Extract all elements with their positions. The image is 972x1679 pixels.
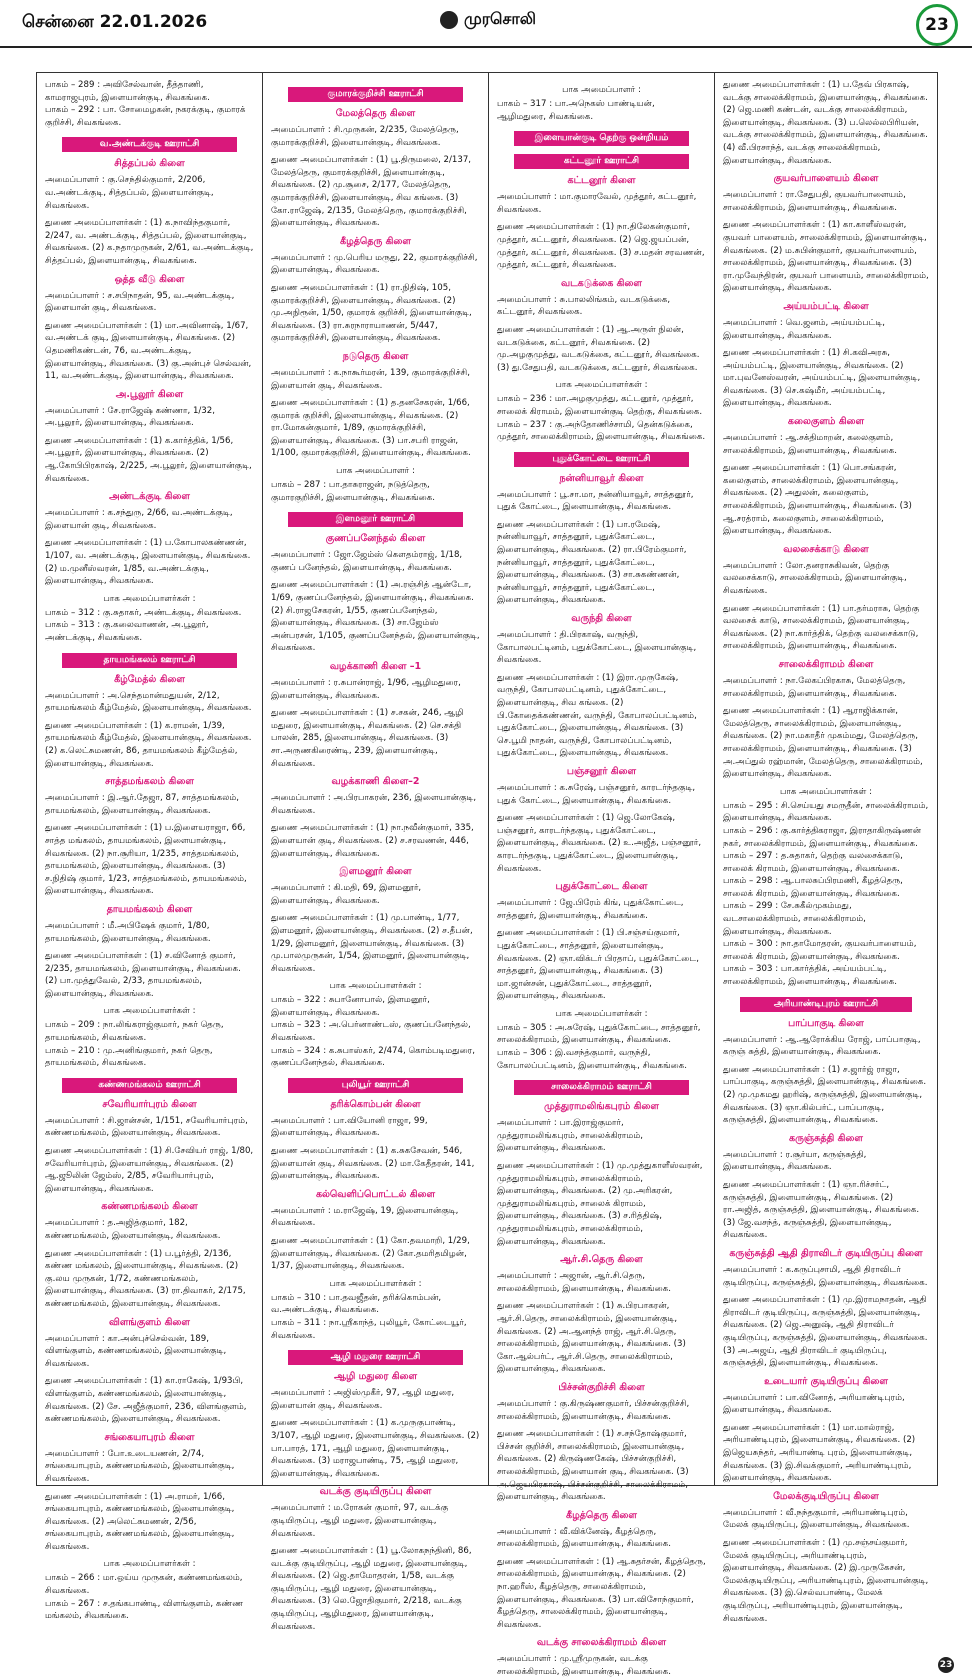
deputy-organizers-entry: துணை அமைப்பாளர்கள் : (1) மு.பாண்டி, 1/77, இளமனூர், இளையான்குடி, சிவகங்கை. (2) ச.தீபன், 1/29, இளமனூர், இளையான்குடி, சிவகங்கை. (3) மு.பாலமுருகன், 1/54, இளமனூர், இளையான்குடி, சிவகங்கை. [271, 913, 473, 974]
organizer-entry: அமைப்பாளர் : மு.பெரிய மருது, 22, குமாரக்குறிச்சி, இளையான்குடி, சிவகங்கை. [271, 252, 478, 276]
branch-heading: நன்னியாவூர் கிளை [559, 472, 644, 484]
deputy-organizers-entry: துணை அமைப்பாளர்கள் : (1) சி.சேவியர் ராஜ், 1/80, சவேரியார்புரம், இளையான்குடி, சிவகங்கை. (2) ஆ.ஜூலின் ஜேம்ஸ், 2/85, சவேரியார்புரம், இளையான்குடி, சிவகங்கை. [45, 1146, 254, 1194]
panchayat-banner: தாயமங்கலம் ஊராட்சி [62, 653, 237, 668]
deputy-organizers-entry: துணை அமைப்பாளர்கள் : (1) ச.வினோத் குமார், 2/235, தாயமங்கலம், இளையான்குடி, சிவகங்கை. (2) பா.முத்துவேல், 2/33, தாயமங்கலம், இளையான்குடி, சிவகங்கை. [45, 951, 241, 999]
branch-heading: வடகடுக்கை கிளை [560, 277, 642, 289]
organizer-entry: அமைப்பாளர் : ச.சபிநாதன், 95, வ.அண்டக்குடி, இளையான் குடி, சிவகங்கை. [45, 290, 235, 314]
organizer-entry: அமைப்பாளர் : அ.பிரபாகரன், 236, இளையான்குடி, சிவகங்கை. [271, 793, 477, 816]
organizer-entry: அமைப்பாளர் : க.சுரேஷ், பஞ்சனூர், காரடர்ந்தகுடி, புதுக் கோட்டை, இளையான்குடி, சிவகங்கை. [497, 782, 696, 806]
bagam-entry: பாகம் – 236 : மா.அழகுமுத்து, கட்டனூர், முத்தூர், சாலைக் கிராமம், இளையான்குடி தெற்கு, சிவகங்கை. [497, 394, 703, 417]
bagam-title: பாக அமைப்பாளர்கள் : [329, 1278, 422, 1289]
column-3 [489, 73, 715, 1678]
deputy-organizers-entry: துணை அமைப்பாளர்கள் : (1) க.முருகுபாண்டி, 3/107, ஆழி மதுரை, இளையான்குடி, சிவகங்கை. (2) பா.பாரத், 171, ஆழி மதுரை, இளையான்குடி, சிவகங்கை. (3) மராஜபாண்டி, 75, ஆழி மதுரை, இளையான்குடி, சிவகங்கை. [271, 1418, 480, 1479]
branch-heading: தாயமங்கலம் கிளை [106, 903, 193, 915]
organizer-entry: அமைப்பாளர் : வீ.நந்தகுமார், அரியாண்டிபுரம், மேலக் குடியிருப்பு, இளையான்குடி, சிவகங்கை. [723, 1507, 910, 1531]
deputy-organizers-entry: துணை அமைப்பாளர்கள் : (1) மு.முத்துகாளீஸ்வரன், முத்துராமலிங்கபுரம், சாலைக்கிராமம், இளையான்குடி, சிவகங்கை. (2) மு.அரிகரன், முத்துராமலிங்கபுரம், சாலைக் கிராமம், இளையான்குடி, சிவகங்கை. (3) ச.ரித்திஷ், முத்துராமலிங்கபுரம், சாலைக்கிராமம், இளையான்குடி, சிவகங்கை. [497, 1161, 703, 1247]
column-4 [715, 73, 937, 1624]
organizer-entry: அமைப்பாளர் : க.கருப்புசாமி, ஆதி திராவிடர் குடியிருப்பு, கருஞ்சுத்தி, இளையான்குடி, சிவகங்கை. [723, 1264, 928, 1288]
organizer-entry: அமைப்பாளர் : த.அஜித்குமார், 182, கண்ணமங்கலம், இளையான்குடி, சிவகங்கை. [45, 1218, 221, 1241]
organizer-entry: அமைப்பாளர் : நா.லேகப்பிரகாசு, மேலத்தெரு, சாலைக்கிராமம், இளையான்குடி, சிவகங்கை. [723, 675, 906, 699]
organizer-entry: அமைப்பாளர் : அ.செந்தமான்மதுயன், 2/12, தாயமங்கலம் கீழ்மேத்ல், இளையான்குடி, சிவகங்கை. [45, 690, 252, 714]
deputy-organizers-entry: துணை அமைப்பாளர்கள் : (1) அ.ராமர், 1/66, சங்கையாபுரம், கண்ணமங்கலம், இளையான்குடி, சிவகங்கை. (2) அலெட்சுமணன், 2/56, சங்கையாபுரம், கண்ணமங்கலம், இளையான்குடி, சிவகங்கை. [45, 1491, 235, 1552]
bagam-title: பாக அமைப்பாளர்கள் : [779, 786, 873, 797]
deputy-organizers-entry: துணை அமைப்பாளர்கள் : (1) மா.அவினாஷ், 1/67, வ.அண்டக் குடி, இளையான்குடி, சிவகங்கை. (2) தெமணிகண்டன், 76, வ.அண்டக்குடி, இளையான்குடி, சிவகங்கை. (3) கு.அன்புச் செல்வன், 11, வ.அண்டக்குடி, இளையான்குடி, சிவகங்கை. [45, 320, 252, 382]
branch-heading: வழக்காணி கிளை–2 [331, 776, 420, 788]
branch-heading: குணப்பனேந்தல் கிளை [325, 533, 426, 545]
deputy-organizers-entry: துணை அமைப்பாளர்கள் : (1) ஆ.சுதர்சன், கீழத்தெரு, சாலைக்கிராமம், இளையான்குடி, சிவகங்கை. (2) நா.ஹரீஸ், கீழத்தெரு, சாலைக்கிராமம், இளையான்குடி, சிவகங்கை. (3) பா.விசோந்குமார், கீழத்தெரு, சாலைக்கிராமம், இளையான்குடி, சிவகங்கை. [497, 1556, 706, 1630]
bagam-entry: பாகம் – 210 : மு.அனிங்குமார், நகர் தெரு, தாயமங்கலம், சிவகங்கை. [45, 1045, 213, 1069]
bagam-entry: பாகம் – 306 : இ.வசந்த்குமார், வருந்தி, கோபாலப்பட்டினம், இளையான்குடி, சிவகங்கை. [497, 1048, 687, 1071]
bagam-entry: பாகம் – 295 : சி.செய்யது சமருதீன், சாலைக்கிராமம், இளையான்குடி, சிவகங்கை. [723, 800, 929, 824]
branch-heading: கருஞ்சுத்தி ஆதி திராவிடர் குடியிருப்பு கிளை [729, 1247, 923, 1259]
organizer-entry: அமைப்பாளர் : கு.கிருஷ்ணகுமார், பிச்சன்குறிச்சி, சாலைக்கிராமம், இளையான்குடி, சிவகங்கை. [497, 1398, 690, 1422]
branch-heading: சாத்தமங்கலம் கிளை [105, 776, 194, 788]
panchayat-banner: குமாரக்குறிச்சி ஊராட்சி [288, 87, 463, 102]
deputy-organizers-entry: துணை அமைப்பாளர்கள் : (1) ச.சந்தோஷ்குமார், பிச்சன் குறிச்சி, சாலைக்கிராமம், இளையான்குடி, சிவகங்கை. (2) கிருஷ்ணகேஷ், பிச்சன்குறிச்சி, சாலைக்கிராமம், இளையான் குடி, சிவகங்கை. (3) அ.ஜெயபிரகாஷ், பிச்சன்குறிச்சி, சாலைக்கிராமம், இளையான்குடி, சிவகங்கை. [497, 1429, 689, 1503]
deputy-organizers-entry: துணை அமைப்பாளர்கள் : (1) க.சுகசேவன், 546, இளையான் குடி, சிவகங்கை. (2) மா.கேதீதரன், 141, இளையான்குடி, சிவகங்கை. [271, 1146, 475, 1182]
deputy-organizers-entry: துணை அமைப்பாளர்கள் : (1) பொ.சங்கரன், கலைகுளம், சாலைக்கிராமம், இளையான்குடி, சிவகங்கை. (2) அதுலன், கலைகுளம், சாலைக்கிராமம், இளையான்குடி, சிவகங்கை. (3) ஆ.சரத்ராம், கலைகுளம், சாலைக்கிராமம், இளையான்குடி, சிவகங்கை. [723, 463, 912, 537]
organizer-entry: அமைப்பாளர் : சி.முருகன், 2/235, மேலத்தெரு, குமாரக்குறிச்சி, இளையான்குடி, சிவகங்கை. [271, 125, 459, 148]
branch-heading: கலைகுளம் கிளை [787, 416, 865, 428]
organizer-entry: அமைப்பாளர் : ர.சூர்யா, கருஞ்சுத்தி, இளையான்குடி, சிவகங்கை. [723, 1149, 867, 1173]
branch-heading: சங்கையாபுரம் கிளை [104, 1431, 195, 1443]
panchayat-banner: கட்டனூர் ஊராட்சி [514, 154, 689, 169]
organizer-entry: அமைப்பாளர் : அஜான், ஆர்.சி.தெரு, சாலைக்கிராமம், இளையான்குடி, சிவகங்கை. [497, 1271, 671, 1294]
newspaper-name: முரசொலி [464, 9, 536, 28]
bagam-title: பாக அமைப்பாளர் : [562, 85, 641, 95]
branch-heading: வழக்காணி கிளை –1 [329, 661, 422, 672]
deputy-organizers-entry: துணை அமைப்பாளர்கள் : (1) மா.மால்ராஜ், அரியாண்டிபுரம், இளையான்குடி, சிவகங்கை. (2) இஜெயசுந்தர், அரியாண்டி புரம், இளையான்குடி, சிவகங்கை. (3) இ.சிவக்குமார், அரியாண்டிபுரம், இளையான்குடி, சிவகங்கை. [723, 1422, 916, 1484]
footer-page-number: 23 [938, 1657, 954, 1673]
deputy-organizers-entry: துணை அமைப்பாளர்கள் : (1) பூ.லோகநந்தினி, 86, வடக்கு குடியிருப்பு, ஆழி மதுரை, இளையான்குடி, சிவகங்கை. (2) ஜெ.தாமோதரன், 1/58, வடக்கு குடியிருப்பு, ஆழி மதுரை, இளையான்குடி, சிவகங்கை. (3) லெ.ஜோதிகுமார், 2/218, வடக்கு குடியிருப்பு, ஆழிமதுரை, இளையான்குடி, சிவகங்கை. [271, 1546, 472, 1632]
branch-heading: கருஞ்சுத்தி கிளை [789, 1132, 863, 1144]
deputy-organizers-entry: துணை அமைப்பாளர்கள் : (1) ப.தேவ் பிரகாஷ், வடக்கு சாலைக்கிராமம், இளையான்குடி, சிவகங்கை. (2) ஜெ.மணி கண்டன், வடக்கு சாலைக்கிராமம், இளையான்குடி, சிவகங்கை. (3) ப.லெல்லபிரியன், வடக்கு சாலைக்கிராமம், இளையான்குடி, சிவகங்கை. (4) வீ.பிரசாந்த், வடக்கு சாலைக்கிராமம், இளையான்குடி, சிவகங்கை. [723, 80, 928, 166]
organizer-entry: அமைப்பாளர் : சே.ராஜேஷ் கண்ணா, 1/32, அ.பூலூர், இளையான்குடி, சிவகங்கை. [45, 405, 215, 429]
organizer-entry: அமைப்பாளர் : லோ.தனராசுகிவன், தெற்கு வலசைக்காடு, சாலைக்கிராமம், இளையான்குடி, சிவகங்கை. [723, 560, 907, 596]
deputy-organizers-entry: துணை அமைப்பாளர்கள் : (1) த.தனசேகரன், 1/66, குமாரக் குறிச்சி, இளையான்குடி, சிவகங்கை. (2) ரா.மோகன்குமார், 1/89, குமாரக்குறிச்சி, இளையான்குடி, சிவகங்கை. (3) பா.சபரி ராஜன், 1/100, குமாரக்குறிச்சி, இளையான்குடி, சிவகங்கை. [271, 398, 471, 459]
organizer-entry: அமைப்பாளர் : ஆ.ஆரோக்கிய ரோஜ், பாப்பாகுடி, கருஞ் சுத்தி, இளையான்குடி, சிவகங்கை. [723, 1034, 921, 1058]
organizer-entry: அமைப்பாளர் : ரா.சேதுபதி, குயவர்பாளையம், சாலைக்கிராமம், இளையான்குடி, சிவகங்கை. [723, 190, 906, 213]
deputy-organizers-entry: துணை அமைப்பாளர்கள் : (1) ஜெ.லோகேஷ், பஞ்சனூர், காரடர்ந்தகுடி, புதுக்கோட்டை, இளையான்குடி, சிவகங்கை. (2) உ.அஜீத், பஞ்சனூர், காரடர்ந்தகுடி, புதுக்கோட்டை, இளையான்குடி, சிவகங்கை. [497, 813, 702, 874]
branch-heading: குயவர்பாளையம் கிளை [773, 173, 879, 185]
branch-heading: சவேரியார்புரம் கிளை [102, 1098, 197, 1110]
organizer-entry: அமைப்பாளர் : ம.ராஜேஷ், 19, இளையான்குடி, சிவகங்கை. [271, 1205, 459, 1229]
branch-heading: அய்யம்பட்டி கிளை [783, 300, 869, 312]
bagam-entry: பாகம் – 303 : பா.கார்த்திக், அய்யம்பட்டி, சாலைக்கிராமம், இளையான்குடி, சிவகங்கை. [723, 964, 897, 988]
page-header [0, 0, 972, 48]
deputy-organizers-entry: துணை அமைப்பாளர்கள் : (1) நா.திலேகன்குமார், முத்தூர், கட்டனூர், சிவகங்கை. (2) ஜெ.ஜயப்பன், முத்தூர், கட்டனூர், சிவகங்கை. (3) ச.மதன் சரவணன், முத்தூர், கட்டனூர், சிவகங்கை. [497, 222, 705, 271]
branch-heading: பாப்பாகுடி கிளை [788, 1017, 864, 1029]
deputy-organizers-entry: துணை அமைப்பாளர்கள் : (1) ரா.நிதிஷ், 105, குமாரக்குறிச்சி, இளையான்குடி, சிவகங்கை. (2) மு.அநிரூன், 1/50, குமாரக் குறிச்சி, இளையான்குடி, சிவகங்கை. (3) ரா.சுரநாராயாணன், 5/447, குமாரக்குறிச்சி, இளையான்குடி, சிவகங்கை. [271, 282, 472, 344]
deputy-organizers-entry: துணை அமைப்பாளர்கள் : (1) சு.பிரபாகரன், ஆர்.சி.தெரு, சாலைக்கிராமம், இளையான்குடி, சிவகங்கை. (2) அ.ஆனந்த் ராஜ், ஆர்.சி.தெரு, சாலைக்கிராமம், இளையான்குடி, சிவகங்கை. (3) கோ.ஆல்பர்ட், ஆர்.சி.தெரு, சாலைக்கிராமம், இளையான்குடி, சிவகங்கை. [497, 1301, 686, 1375]
branch-heading: பிச்சன்குறிச்சி கிளை [558, 1381, 645, 1393]
edition-date: சென்னை 22.01.2026 [22, 12, 208, 32]
branch-heading: தரிக்கொம்பன் கிளை [330, 1098, 421, 1110]
branch-heading: கீழத்தெரு கிளை [340, 235, 411, 247]
deputy-organizers-entry: துணை அமைப்பாளர்கள் : (1) க.நாவிந்தகுமார், 2/247, வ. அண்டக்குடி, சித்தப்பல், இளையான்குடி, சிவகங்கை. (2) க.நதாமுருகன், 2/61, வ.அண்டக்குடி, சித்தப்பல், இளையான்குடி, சிவகங்கை. [45, 218, 254, 266]
branch-heading: உடையார் குடியிருப்பு கிளை [764, 1375, 888, 1387]
organizer-entry: அமைப்பாளர் : சி.ஜான்சன், 1/151, சவேரியார்புரம், கண்ணமங்கலம், இளையான்குடி, சிவகங்கை. [45, 1115, 248, 1139]
organizer-entry: அமைப்பாளர் : இ.ஆர்.தேஜா, 87, சாத்தமங்கலம், தாயமங்கலம், இளையான்குடி, சிவகங்கை. [45, 793, 240, 816]
panchayat-banner: புலியூர் ஊராட்சி [288, 1078, 463, 1093]
deputy-organizers-entry: துணை அமைப்பாளர்கள் : (1) ப.பூர்த்தி, 2/136, கண்ண மங்கலம், இளையான்குடி, சிவகங்கை. (2) கு.லய முருகன், 1/72, கண்ணமங்கலம், இளையான்குடி, சிவகங்கை. (3) ரா.திவாகர், 2/175, கண்ணமங்கலம், இளையான்குடி, சிவகங்கை. [45, 1248, 246, 1309]
branch-heading: விளங்குளம் கிளை [109, 1316, 190, 1328]
union-banner: இளையான்குடி தெற்கு ஒன்றியம் [514, 131, 689, 146]
branch-heading: கீழ்மேத்ல் கிளை [114, 673, 185, 685]
deputy-organizers-entry: துணை அமைப்பாளர்கள் : (1) ச.ஜார்ஜ் ராஜா, பாப்பாகுடி, கருஞ்சுத்தி, இளையான்குடி, சிவகங்கை. (2) மு.முகமது ஹரிஷ், கருஞ்சுத்தி, இளையான்குடி, சிவகங்கை. (3) ஞா.கில்பர்ட், பாப்பாகுடி, கருஞ்சுத்தி, இளையான்குடி, சிவகங்கை. [723, 1064, 927, 1126]
deputy-organizers-entry: துணை அமைப்பாளர்கள் : (1) பூ.திருமலை, 2/137, மேலத்தெரு, குமாரக்குறிச்சி, இளையான்குடி, சிவகங்கை. (2) மு.சூசை, 2/177, மேலத்தெரு, குமாரக்குறிச்சி, இளையான்குடி, சிவ கங்கை. (3) கோ.ராஜேஷ், 2/135, மேலத்தெரு, குமாரக்குறிச்சி, இளையான்குடி, சிவகங்கை. [271, 155, 472, 229]
bagam-entry: பாகம் – 237 : கு.அந்தோணிச்சாமி, தென்கடுக்கை, முத்தூர், சாலைக்கிராமம், இளையான்குடி, சிவகங்கை. [497, 419, 706, 443]
branch-heading: கண்ணமங்கலம் கிளை [101, 1201, 198, 1213]
panchayat-banner: வ.அண்டக்குடி ஊராட்சி [62, 137, 237, 152]
panchayat-banner: இளமனூர் ஊராட்சி [288, 512, 463, 527]
organizer-entry: அமைப்பாளர் : ம.ரோகன் குமார், 97, வடக்கு குடியிருப்பு, ஆழி மதுரை, இளையான்குடி, சிவகங்கை. [271, 1503, 449, 1539]
branch-heading: மேலக்குடியிருப்பு கிளை [773, 1490, 879, 1502]
organizer-entry: அமைப்பாளர் : க.நாகூர்மரன், 139, குமாரக்குறிச்சி, இளையான் குடி, சிவகங்கை. [271, 367, 470, 391]
branch-heading: வடக்கு சாலைக்கிராமம் கிளை [536, 1637, 667, 1649]
deputy-organizers-entry: துணை அமைப்பாளர்கள் : (1) ஆ.அருள் நிலன், வடகடுக்கை, கட்டனூர், சிவகங்கை. (2) மு.அழகுமுத்து, வடகடுக்கை, கட்டனூர், சிவகங்கை. (3) து.சேதுபதி, வடகடுக்கை, கட்டனூர், சிவகங்கை. [497, 324, 700, 373]
bagam-title: பாக அமைப்பாளர்கள் : [103, 1559, 196, 1570]
branch-heading: கட்டனூர் கிளை [567, 175, 636, 187]
column-1 [37, 73, 263, 1622]
bagam-entry: பாகம் – 289 : அவிசேல்வான், தீத்தாணி, காமராஜபுரம், இளையான்குடி, சிவகங்கை. [45, 80, 210, 103]
branch-heading: மேலத்தெரு கிளை [335, 108, 416, 119]
deputy-organizers-entry: துணை அமைப்பாளர்கள் : (1) மு.இராமநாதன், ஆதி திராவிடர் குடியிருப்பு, கருஞ்சுத்தி, இளையான்குடி, சிவகங்கை. (2) ஜெ.அனுஷ், ஆதி திராவிடர் குடியிருப்பு, கருஞ்சுத்தி, இளையான்குடி, சிவகங்கை. (3) அ.அஜய், ஆதி திராவிடர் குடியிருப்பு, கருஞ்சுத்தி, இளையான்குடி, சிவகங்கை. [723, 1295, 928, 1369]
organizer-entry: அமைப்பாளர் : பூ.சா.மா, நன்னியாவூர், சாத்தனூர், புதுக் கோட்டை, இளையான்குடி, சிவகங்கை. [497, 489, 694, 513]
branch-heading: வடக்கு குடியிருப்பு கிளை [319, 1486, 432, 1498]
bagam-entry: பாகம் – 322 : சுபானோபால், இளமனூர், இளையான்குடி, சிவகங்கை. [271, 995, 430, 1018]
organizer-entry: அமைப்பாளர் : மு.ஸ்ரீமுருகன், வடக்கு சாலைக்கிராமம், இளையான்குடி, சிவகங்கை. [497, 1654, 671, 1678]
branch-heading: ஆழி மதுரை கிளை [333, 1371, 418, 1383]
newspaper-logo [440, 9, 536, 30]
branch-heading: நடுதெரு கிளை [342, 350, 409, 362]
organizer-entry: அமைப்பாளர் : மா.குமாரவேல், முத்தூர், கட்டனூர், சிவகங்கை. [497, 192, 697, 215]
deputy-organizers-entry: துணை அமைப்பாளர்கள் : (1) கா.காளீஸ்வரன், குயவர் பாளையம், சாலைக்கிராமம், இளையான்குடி, சிவகங்கை. (2) ம.சுபின்குமார், குயவர்பாளையம், சாலைக்கிராமம், இளையான்குடி, சிவகங்கை. (3) ரா.முவேந்திரன், குயவர் பாளையம், சாலைக்கிராமம், இளையான்குடி, சிவகங்கை. [723, 220, 929, 294]
branch-heading: வருந்தி கிளை [571, 613, 632, 625]
bagam-entry: பாகம் – 311 : நா.ஸ்ரீகாந்த், புலியூர், கோட்டையூர், சிவகங்கை. [271, 1317, 467, 1341]
deputy-organizers-entry: துணை அமைப்பாளர்கள் : (1) ப.கோபாலகண்ணன், 1/107, வ. அண்டக்குடி, இளையான்குடி, சிவகங்கை. (2) ம.முனீஸ்வரன், 1/85, வ.அண்டக்குடி, இளையான்குடி, சிவகங்கை. [45, 538, 251, 587]
deputy-organizers-entry: துணை அமைப்பாளர்கள் : (1) பா.தர்மராசு, தெற்கு வலசைக் காடு, சாலைக்கிராமம், இளையான்குடி, சிவகங்கை. (2) நா.கார்த்திக், தெற்கு வலசைக்காடு, சாலைக்கிராமம், இளையான்குடி, சிவகங்கை. [723, 603, 920, 652]
bagam-title: பாக அமைப்பாளர்கள் : [329, 981, 422, 992]
organizer-entry: அமைப்பாளர் : தி.பிரகாஷ், வருந்தி, கோபாலபட்டினம், புதுக்கோட்டை, இளையான்குடி, சிவகங்கை. [497, 630, 697, 666]
bagam-entry: பாகம் – 312 : கு.சுதாகர், அண்டக்குடி, சிவகங்கை. [45, 607, 242, 618]
column-2 [263, 73, 489, 1632]
deputy-organizers-entry: துணை அமைப்பாளர்கள் : (1) சி.கவிஅரசு, அய்யம்பட்டி, இளையான்குடி, சிவகங்கை. (2) மா.புவனேஸ்வரன், அய்யம்பட்டி, இளையான்குடி, சிவகங்கை. (3) செ.கஷ்மீர், அய்யம்பட்டி, இளையான்குடி, சிவகங்கை. [723, 348, 921, 409]
branch-heading: சித்தப்பல் கிளை [114, 158, 185, 170]
bagam-entry: பாகம் – 297 : த.சுதாகர், தெற்கு வலசைக்காடு, சாலைக் கிராமம், இளையான்குடி, சிவகங்கை. [723, 851, 903, 874]
organizer-entry: அமைப்பாளர் : பா.வியோனி ராஜா, 99, இளையான்குடி, சிவகங்கை. [271, 1115, 428, 1139]
deputy-organizers-entry: துணை அமைப்பாளர்கள் : (1) மு.சஞ்சய்குமார், மேலக் குடியிருப்பு, அரியாண்டிபுரம், இளையான்குடி, சிவகங்கை. (2) இ.முருகேசன், மேலக்குடியிருப்பு, அரியாண்டிபுரம், இளையான்குடி, சிவகங்கை. (3) இ.செல்வபாண்டி, மேலக் குடியிருப்பு, அரியாண்டிபுரம், இளையான்குடி, சிவகங்கை. [723, 1538, 929, 1624]
branch-heading: வலசைக்காடு கிளை [783, 543, 869, 555]
deputy-organizers-entry: துணை அமைப்பாளர்கள் : (1) நா.நவீன்குமார், 335, இளையான் குடி, சிவகங்கை. (2) ச.சரவணன், 446, இளையான்குடி, சிவகங்கை. [271, 823, 474, 859]
organizer-entry: அமைப்பாளர் : ஆ.சக்திமாறன், கலைகுளம், சாலைக்கிராமம், இளையான்குடி, சிவகங்கை. [723, 433, 897, 456]
organizer-entry: அமைப்பாளர் : போ.உடையணன், 2/74, சங்கையாபுரம், கண்ணமங்கலம், இளையான்குடி, சிவகங்கை. [45, 1448, 235, 1484]
deputy-organizers-entry: துணை அமைப்பாளர்கள் : (1) ச.சகன், 246, ஆழி மதுரை, இளையான்குடி, சிவகங்கை. (2) செ.சக்தி பாலன், 285, இளையான்குடி, சிவகங்கை. (3) சா.அருணகிரைண்டி, 239, இளையான்குடி, சிவகங்கை. [271, 708, 464, 769]
panchayat-banner: அரியாண்டிபுரம் ஊராட்சி [740, 997, 913, 1012]
deputy-organizers-entry: துணை அமைப்பாளர்கள் : (1) ஆராஜிக்கான், மேலத்தெரு, சாலைக்கிராமம், இளையான்குடி, சிவகங்கை. (2) நா.மகாதீர் முகம்மது, மேலத்தெரு, சாலைக்கிராமம், இளையான்குடி, சிவகங்கை. (3) அ.அப்துல் ரஹ்மான், மேலத்தெரு, சாலைக்கிராமம், இளையான்குடி, சிவகங்கை. [723, 706, 923, 780]
bagam-title: பாக அமைப்பாளர் : [336, 466, 415, 477]
deputy-organizers-entry: துணை அமைப்பாளர்கள் : (1) க.கார்த்திக், 1/56, அ.பூலூர், இளையான்குடி, சிவகங்கை. (2) ஆ.கோபிபிரகாஷ், 2/225, அ.பூலூர், இளையான்குடி, சிவகங்கை. [45, 435, 252, 484]
organizer-entry: அமைப்பாளர் : கி.மதி, 69, இளமனூர், இளையான்குடி, சிவகங்கை. [271, 883, 422, 906]
branch-heading: ஒத்த வீடு கிளை [114, 273, 185, 285]
bagam-entry: பாகம் – 266 : மா.ஒய்ய முருகன், கண்ணமங்கலம், சிவகங்கை. [45, 1573, 243, 1597]
panchayat-banner: சாலைக்கிராமம் ஊராட்சி [514, 1080, 689, 1095]
organizer-entry: அமைப்பாளர் : வீ.விக்னேஷ், கீழத்தெரு, சாலைக்கிராமம், இளையான்குடி, சிவகங்கை. [497, 1526, 671, 1550]
bagam-title: பாக அமைப்பாளர்கள் : [555, 1008, 648, 1019]
organizer-entry: அமைப்பாளர் : கா.அன்புச்செல்வன், 189, விளங்குளம், கண்ணமங்கலம், இளையான்குடி, சிவகங்கை. [45, 1333, 227, 1369]
article-columns [36, 72, 938, 1678]
bagam-entry: பாகம் – 323 : அ.பெர்னாண்டஸ், குணப்பனேந்தல், சிவகங்கை. [271, 1020, 471, 1044]
bagam-entry: பாகம் – 300 : நா.தாமோதரன், குயவர்பாளையம், சாலைக் கிராமம், இளையான்குடி, சிவகங்கை. [723, 939, 917, 962]
organizer-entry: அமைப்பாளர் : கு.செந்தில்குமார், 2/206, வ.அண்டக்குடி, சித்தப்பல், இளையான்குடி, சிவகங்கை. [45, 175, 214, 211]
bagam-entry: பாகம் – 305 : அ.சுரேஷ், புதுக்கோட்டை, சாத்தனூர், சாலைக்கிராமம், இளையான்குடி, சிவகங்கை. [497, 1022, 701, 1046]
panchayat-banner: ஆழி மதுரை ஊராட்சி [288, 1350, 463, 1365]
deputy-organizers-entry: துணை அமைப்பாளர்கள் : (1) ஞா.ரிச்சர்ட், கருஞ்சுத்தி, இளையான்குடி, சிவகங்கை. (2) ரா.அஜித், கருஞ்சுத்தி, இளையான்குடி, சிவகங்கை. (3) ஜே.வசந்த், கருஞ்சுத்தி, இளையான்குடி, சிவகங்கை. [723, 1179, 920, 1241]
deputy-organizers-entry: துணை அமைப்பாளர்கள் : (1) பா.ரமேஷ், நன்னியாவூர், சாத்தனூர், புதுக்கோட்டை, இளையான்குடி, சிவகங்கை. (2) ரா.பிரேம்குமார், நன்னியாவூர், சாத்தனூர், புதுக்கோட்டை, இளையான்குடி, சிவகங்கை. (3) சா.சுகண்ணன், நன்னியாவூர், சாத்தனூர், புதுக்கோட்டை, இளையான்குடி, சிவகங்கை. [497, 519, 687, 606]
organizer-entry: அமைப்பாளர் : க.சந்துரு, 2/66, வ.அண்டக்குடி, இளையான் குடி, சிவகங்கை. [45, 508, 233, 531]
deputy-organizers-entry: துணை அமைப்பாளர்கள் : (1) அ.ரஞ்சித் ஆன்டோ, 1/69, குணப்பனேந்தல், இளையான்குடி, சிவகங்கை. (2) சி.ராஜசேகரன், 1/55, குணப்பனேந்தல், இளையான்குடி, சிவகங்கை. (3) சா.ஜேம்ஸ் அன்பரசன், 1/105, குணப்பனேந்தல், இளையான்குடி, சிவகங்கை. [271, 580, 480, 654]
branch-heading: கல்வெளிப்பொட்டல் கிளை [315, 1188, 436, 1200]
bagam-entry: பாகம் – 299 : சே.சுகீல்முகம்மது, வடசாலைக்கிராமம், சாலைக்கிராமம், இளையான்குடி, சிவகங்கை. [723, 901, 866, 937]
bagam-entry: பாகம் – 292 : பா. சோமைழகன், நகரக்குடி, குமாரக் குறிச்சி, சிவகங்கை. [45, 105, 246, 128]
panchayat-banner: கண்ணமங்கலம் ஊராட்சி [62, 1078, 237, 1093]
bagam-entry: பாகம் – 267 : ச.தங்கபாண்டி, விளங்குளம், கண்ண மங்கலம், சிவகங்கை. [45, 1598, 244, 1622]
branch-heading: புதுக்கோட்டை கிளை [555, 881, 648, 893]
organizer-entry: அமைப்பாளர் : ர.சுபான்ராஜ், 1/96, ஆழிமதுரை, இளையான்குடி, சிவகங்கை. [271, 678, 461, 701]
page-number-badge: 23 [916, 4, 958, 46]
bagam-entry: பாகம் – 209 : நா.லிங்கராஜ்குமார், நகர் தெரு, தாயமங்கலம், சிவகங்கை. [45, 1020, 224, 1044]
branch-heading: அ.பூலூர் கிளை [115, 388, 184, 400]
bagam-entry: பாகம் – 287 : பா.தாசுராஜன், நடுத்தெரு, குமாரகுறிச்சி, இளையான்குடி, சிவகங்கை. [271, 480, 436, 503]
bagam-entry: பாகம் – 310 : பா.தவஜீதன், தரிக்கொம்பன், வ.அண்டக்குடி, சிவகங்கை. [271, 1292, 442, 1316]
organizer-entry: அமைப்பாளர் : அஜிஸ்முகீர், 97, ஆழி மதுரை, இளையான் குடி, சிவகங்கை. [271, 1388, 455, 1411]
bagam-entry: பாகம் – 296 : கு.கார்த்திகராஜா, இராதாகிருஷ்ணன் நகர், சாலைக்கிராமம், இளையான்குடி, சிவகங்கை. [723, 825, 922, 849]
deputy-organizers-entry: துணை அமைப்பாளர்கள் : (1) கா.ராகேஷ், 1/93பி, விளங்குளம், கண்ணமங்கலம், இளையான்குடி, சிவகங்கை. (2) சே. அஜீத்குமார், 236, விளங்குளம், கண்ணமங்கலம், இளையான்குடி, சிவகங்கை. [45, 1376, 247, 1425]
emblem-icon [440, 11, 458, 29]
bagam-title: பாக அமைப்பாளர்கள் : [103, 593, 196, 604]
organizer-entry: அமைப்பாளர் : வெ.ஜனம், அய்யம்பட்டி, இளையான்குடி, சிவகங்கை. [723, 317, 886, 341]
bagam-title: பாக அமைப்பாளர்கள் : [555, 380, 648, 391]
panchayat-banner: புதுக்கோட்டை ஊராட்சி [514, 452, 689, 467]
deputy-organizers-entry: துணை அமைப்பாளர்கள் : (1) கோ.தவமாறி, 1/29, இளையான்குடி, சிவகங்கை. (2) கோ.தமரிதமிழன், 1/37, இளையான்குடி, சிவகங்கை. [271, 1236, 470, 1272]
organizer-entry: அமைப்பாளர் : மீ.அபிஷேக் குமார், 1/80, தாயமங்கலம், இளையான்குடி, சிவகங்கை. [45, 920, 211, 944]
branch-heading: அண்டக்குடி கிளை [109, 491, 190, 503]
organizer-entry: அமைப்பாளர் : ஜோ.ஜேம்ஸ் கௌதம்ராஜ், 1/18, குணப் பனேந்தல், இளையான்குடி, சிவகங்கை. [271, 550, 463, 573]
organizer-entry: அமைப்பாளர் : சு.பாலலிங்கம், வடகடுக்கை, கட்டனூர், சிவகங்கை. [497, 294, 671, 318]
branch-heading: முத்துராமலிங்கபுரம் கிளை [544, 1101, 659, 1113]
branch-heading: சாலைக்கிராமம் கிளை [778, 658, 874, 670]
organizer-entry: அமைப்பாளர் : ஜே.பிரேம் கிங், புதுக்கோட்டை, சாத்தனூர், இளையான்குடி, சிவகங்கை. [497, 898, 684, 921]
bagam-entry: பாகம் – 324 : க.சுபாஸ்கர், 2/474, கொம்படிமதுரை, குணப்பனேந்தல், சிவகங்கை. [271, 1045, 475, 1069]
deputy-organizers-entry: துணை அமைப்பாளர்கள் : (1) பி.சஞ்சய்குமார், புதுக்கோட்டை, சாத்தனூர், இளையான்குடி, சிவகங்கை. (2) ஞா.விக்டர் பிரதாப், புதுக்கோட்டை, சாத்தனூர், இளையான்குடி, சிவகங்கை. (3) மா.ஜான்சன், புதுக்கோட்டை, சாத்தனூர், இளையான்குடி, சிவகங்கை. [497, 928, 699, 1002]
organizer-entry: அமைப்பாளர் : பா.வினோத், அரியாண்டிபுரம், இளையான்குடி, சிவகங்கை. [723, 1392, 905, 1416]
organizer-entry: அமைப்பாளர் : பா.இராஜ்குமார், முத்துராமலிங்கபுரம், சாலைக்கிராமம், இளையான்குடி, சிவகங்கை. [497, 1118, 643, 1154]
bagam-entry: பாகம் – 298 : ஆ.பாலசுப்பிரமணி, கீழத்தெரு, சாலைக் கிராமம், இளையான்குடி, சிவகங்கை. [723, 876, 903, 899]
branch-heading: பஞ்சனூர் கிளை [566, 765, 637, 777]
branch-heading: ஆர்.சி.தெரு கிளை [560, 1254, 643, 1266]
branch-heading: இளமனூர் கிளை [339, 866, 412, 878]
branch-heading: கீழத்தெரு கிளை [566, 1509, 637, 1521]
deputy-organizers-entry: துணை அமைப்பாளர்கள் : (1) இரா.முருகேஷ், வருந்தி, கோபாலபட்டினம், புதுக்கோட்டை, இளையான்குடி, சிவ கங்கை. (2) பி.கோதைக்கண்ணன், வருந்தி, கோபாலப்பட்டினம், புதுக்கோட்டை, இளையான்குடி, சிவகங்கை. (3) செ.பூமி நாதன், வருந்தி, கோபாலப்பட்டினம், புதுக்கோட்டை, இளையான்குடி, சிவகங்கை. [497, 672, 697, 759]
bagam-entry: பாகம் – 313 : கு.கலைவாணன், அ.பூலூர், அண்டக்குடி, சிவகங்கை. [45, 620, 209, 643]
bagam-title: பாக அமைப்பாளர்கள் : [103, 1006, 196, 1017]
deputy-organizers-entry: துணை அமைப்பாளர்கள் : (1) ப.இளையராஜா, 66, சாத்த மங்கலம், தாயமங்கலம், இளையான்குடி, சிவகங்கை. (2) நா.சூரியா, 1/235, சாத்தமங்கலம், தாயமங்கலம், இளையான்குடி, சிவகங்கை. (3) ச.நிதிஷ் குமார், 1/23, சாத்தமங்கலம், தாயமங்கலம், இளையான்குடி, சிவகங்கை. [45, 823, 247, 897]
bagam-entry: பாகம் – 317 : பா.அநெகஸ் பாண்டியன், ஆழிமதுரை, சிவகங்கை. [497, 99, 655, 122]
deputy-organizers-entry: துணை அமைப்பாளர்கள் : (1) க.ராமன், 1/39, தாயமங்கலம் கீழ்மேத்ல், இளையான்குடி, சிவகங்கை. (2) க.லெட்சுமணன், 86, தாயமங்கலம் கீழ்மேத்ல், இளையான்குடி, சிவகங்கை. [45, 720, 252, 769]
